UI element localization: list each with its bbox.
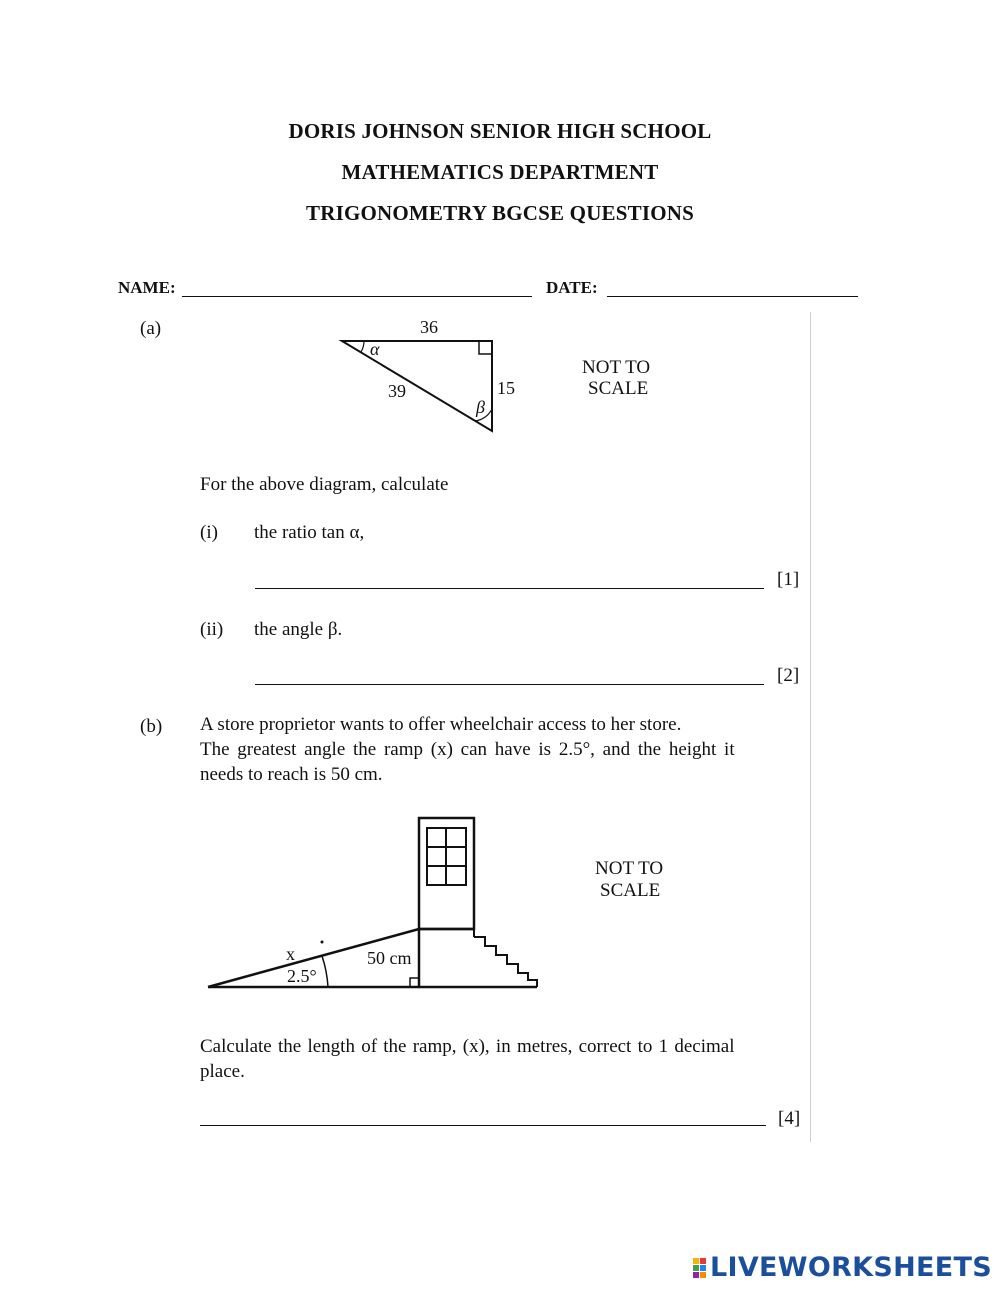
side-right-label: 15 xyxy=(497,378,515,398)
scan-speck xyxy=(321,941,324,944)
steps xyxy=(474,937,537,987)
alpha-arc xyxy=(361,341,364,352)
answer-a-i-input[interactable] xyxy=(257,562,766,592)
right-angle-marker xyxy=(479,341,492,354)
marks-a-i: [1] xyxy=(777,569,800,590)
name-input[interactable] xyxy=(184,270,534,300)
not-to-scale-b-line1: NOT TO xyxy=(595,858,664,879)
name-label: NAME: xyxy=(118,278,176,297)
ramp-x-label: x xyxy=(286,944,295,964)
part-b-label: (b) xyxy=(140,716,163,737)
date-input[interactable] xyxy=(609,270,860,300)
question-a-ii-number: (ii) xyxy=(200,619,224,640)
part-a-label: (a) xyxy=(140,318,162,339)
marks-b: [4] xyxy=(778,1108,801,1129)
part-b-line1: A store proprietor wants to offer wheelchair access to her store. xyxy=(200,714,682,735)
question-a-i-text: the ratio tan α, xyxy=(254,522,365,543)
not-to-scale-a-line2: SCALE xyxy=(588,378,649,399)
answer-a-ii-input[interactable] xyxy=(257,658,766,688)
right-angle-marker-b xyxy=(410,978,419,987)
school-name: DORIS JOHNSON SENIOR HIGH SCHOOL xyxy=(288,119,712,143)
wheelchair-ramp-diagram xyxy=(200,812,550,997)
beta-label: β xyxy=(476,397,485,417)
question-b-line1: Calculate the length of the ramp, (x), in metres, correct to 1 decimal xyxy=(200,1036,735,1057)
side-hyp-label: 39 xyxy=(388,381,406,401)
not-to-scale-b-line2: SCALE xyxy=(600,880,661,901)
angle-label-b: 2.5° xyxy=(287,966,317,986)
alpha-label: α xyxy=(370,339,380,359)
question-a-i-number: (i) xyxy=(200,522,218,543)
question-b-line2: place. xyxy=(200,1061,245,1082)
logo-blocks-icon xyxy=(693,1258,706,1278)
side-top-label: 36 xyxy=(420,317,438,337)
part-b-line2: The greatest angle the ramp (x) can have is 2.5°, and the height it xyxy=(200,739,735,760)
height-label-b: 50 cm xyxy=(367,948,412,968)
marks-a-ii: [2] xyxy=(777,665,800,686)
part-a-intro: For the above diagram, calculate xyxy=(200,474,449,495)
brand-name: LIVEWORKSHEETS xyxy=(709,1252,992,1283)
date-label: DATE: xyxy=(546,278,598,297)
angle-arc-b xyxy=(322,956,328,987)
triangle-shape xyxy=(342,341,492,431)
department-name: MATHEMATICS DEPARTMENT xyxy=(341,160,659,184)
part-b-line3: needs to reach is 50 cm. xyxy=(200,764,383,785)
worksheet-title: TRIGONOMETRY BGCSE QUESTIONS xyxy=(306,201,694,225)
page-margin-rule xyxy=(810,312,811,1142)
liveworksheets-logo xyxy=(693,1252,992,1283)
answer-b-input[interactable] xyxy=(202,1099,768,1129)
question-a-ii-text: the angle β. xyxy=(254,619,343,640)
not-to-scale-a-line1: NOT TO xyxy=(582,357,651,378)
